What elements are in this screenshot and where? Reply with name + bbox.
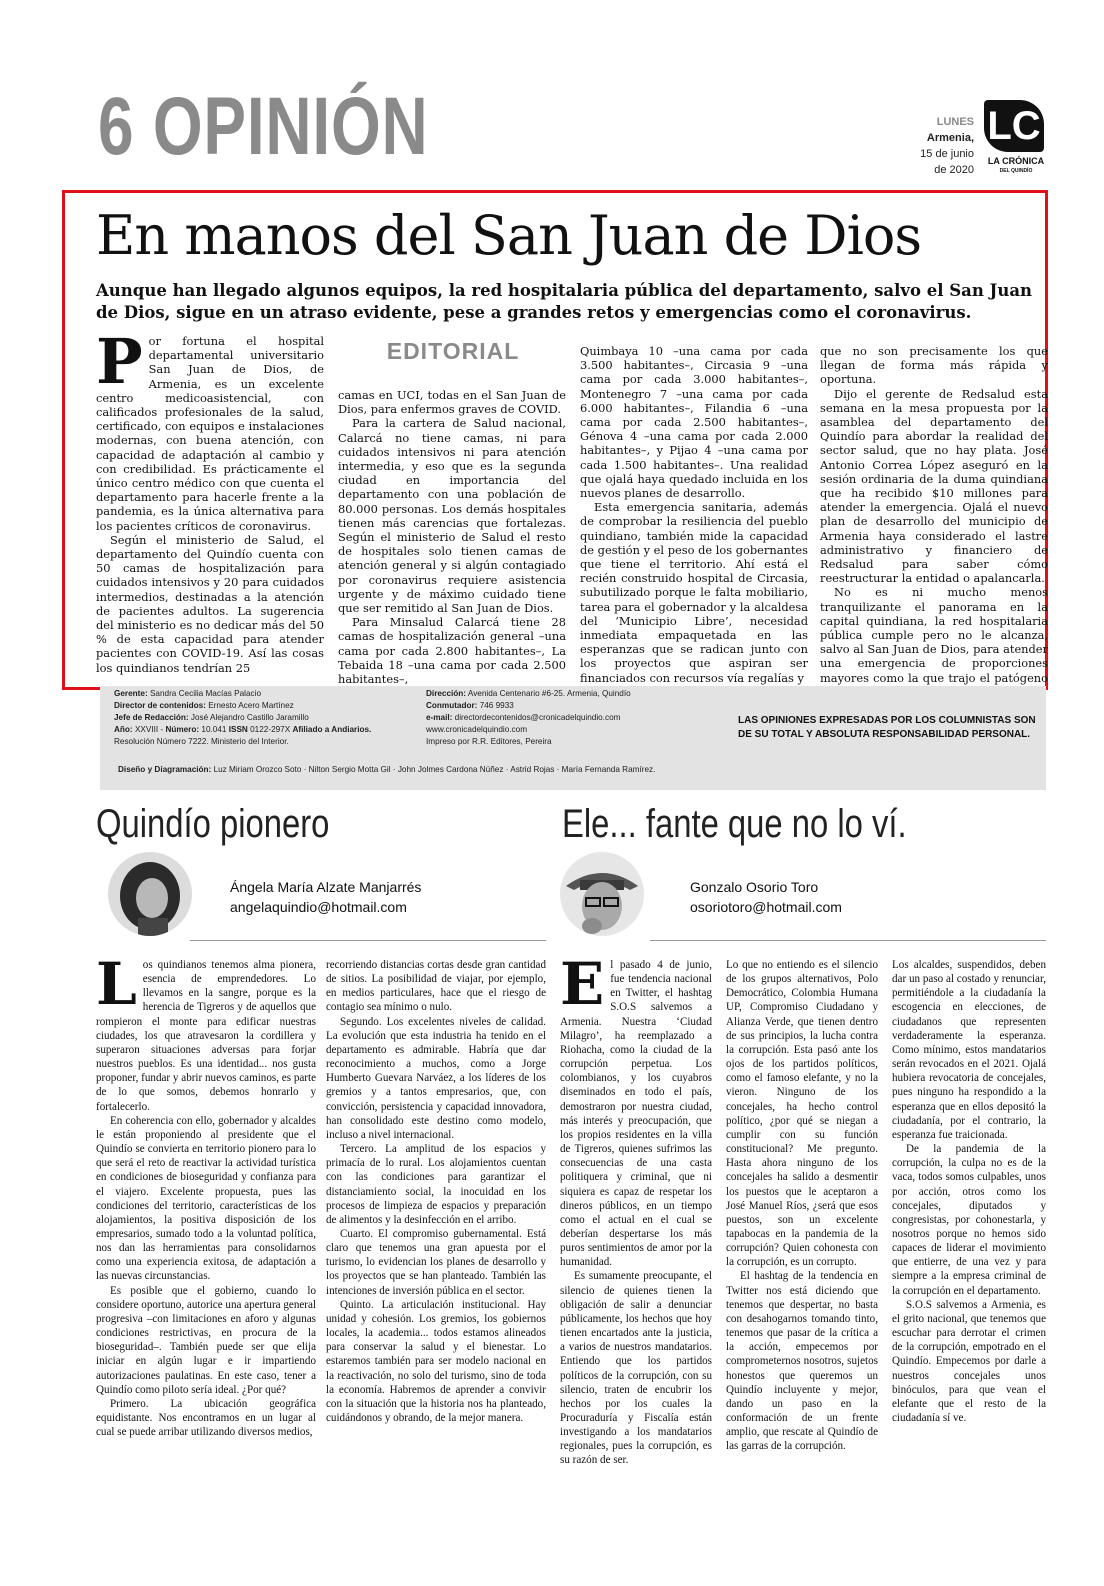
column-paragraph: El hashtag de la tendencia en Twitter nos está diciendo que tenemos que despertar, no basta con desahogarnos tomando tinto, tenemos que pasar de la crítica a la acción, empecemos por comprometernos nosotros, sujetos honestos que queremos un Quindío incluyente y mejor, dando un paso en la conformación de un frente amplio, que rescate al Quindío de las garras de la corrupción. bbox=[726, 1270, 878, 1453]
column-paragraph: os quindianos tenemos alma pionera, esencia de emprendedores. Lo llevamos en la sangre, porque es la herencia de Tigreros y de aquellos que rompieron el monte para edificar nuestras ciudades, los que atravesaron la cordillera y superaron situaciones adversas para forjar nuestros pueblos. Es una identidad... nos gusta proponer, fundar y abrir nuevos caminos, es parte de lo que somos, debemos honrarlo y fortalecerlo. bbox=[96, 959, 316, 1113]
credits-design bbox=[118, 764, 1018, 776]
credit-value: José Alejandro Castillo Jaramillo bbox=[190, 713, 309, 722]
author-photo-icon bbox=[108, 852, 192, 936]
credit-value: XXVIII - bbox=[134, 725, 164, 734]
editorial-paragraph: Según el ministerio de Salud, el departamento del Quindío cuenta con 50 camas de hospitalización para cuidados intensivos y 20 para cuidados intermedios, destinadas a la atención de pacientes adultos. La sugerencia del ministerio es no dedicar más del 50 % de esta capacidad para atender pacientes con COVID-19. Así las cosas los quindianos tendrían 25 bbox=[96, 532, 324, 675]
column-paragraph: Tercero. La amplitud de los espacios y primacía de lo rural. Los alojamientos cuentan con las condiciones para garantizar el distanciamiento social, la inocuidad en los procesos de limpieza de espacios y preparación de alimentos y la desinfección en el arribo. bbox=[326, 1143, 546, 1226]
editorial-dropcap: P bbox=[96, 325, 143, 398]
editorial-column-3 bbox=[580, 344, 808, 685]
editorial-label: EDITORIAL bbox=[386, 338, 520, 364]
credit-label: Director de contenidos: bbox=[114, 701, 206, 710]
author-right-avatar bbox=[560, 852, 644, 936]
editorial-headline: En manos del San Juan de Dios bbox=[96, 204, 922, 267]
editorial-paragraph: que no son precisamente los que llegan de forma más rápida y oportuna. bbox=[820, 344, 1048, 387]
credit-value: 0122-297X bbox=[250, 725, 291, 734]
credit-website-link[interactable]: www.cronicadelquindio.com bbox=[426, 725, 528, 734]
credit-label: Gerente: bbox=[114, 689, 148, 698]
date-block bbox=[900, 114, 974, 178]
column-paragraph: Segundo. Los excelentes niveles de calidad. La evolución que esta industria ha tenido en el departamento es admirable. Habría que dar reconocimiento a muchos, como a Jorge Humberto Guevara Narváez, a los líderes de los gremios y a tantos empresarios, que, con convicción, persistencia y capacidad innovadora, han consolidado este destino como modelo, incluso a nivel internacional. bbox=[326, 1015, 546, 1141]
author-right-name: Gonzalo Osorio Toro bbox=[690, 879, 819, 895]
author-left-name: Ángela María Alzate Manjarrés bbox=[230, 879, 422, 895]
logo-subtitle: DEL QUINDÍO bbox=[999, 168, 1033, 174]
editorial-paragraph: Dijo el gerente de Redsalud esta semana en la mesa propuesta por la asamblea del departamento del Quindío para abordar la realidad del sector salud, que no hay plata. José Antonio Correa López aseguró en la sesión ordinaria de la duma quindiana que ha recibido $10 millones para atender la emergencia. Ojalá el nuevo plan de desarrollo del municipio de Armenia haya considerado el lastre administrativo y financiero de Redsalud para saber cómo reestructurar la entidad o apalancarla. bbox=[820, 386, 1048, 586]
credit-value: Resolución Número 7222. Ministerio del Interior. bbox=[114, 737, 289, 746]
column-right-text-1 bbox=[560, 950, 712, 1468]
credit-label: Dirección: bbox=[426, 689, 467, 698]
author-right-email[interactable]: osoriotoro@hotmail.com bbox=[690, 899, 842, 915]
date-line-2: de 2020 bbox=[934, 164, 974, 176]
credit-email-link[interactable]: directordecontenidos@cronicadelquindio.com bbox=[454, 713, 621, 722]
column-right-divider bbox=[650, 940, 1046, 941]
credit-label: Año: bbox=[114, 725, 133, 734]
credit-label: ISSN bbox=[228, 725, 248, 734]
editorial-column-1 bbox=[96, 325, 324, 675]
date-line-1: 15 de junio bbox=[920, 148, 974, 160]
opinion-disclaimer: LAS OPINIONES EXPRESADAS POR LOS COLUMNISTAS SON DE SU TOTAL Y ABSOLUTA RESPONSABILIDAD PERSONAL. bbox=[738, 715, 1036, 740]
editorial-paragraph: or fortuna el hospital departamental universitario San Juan de Dios, de Armenia, es un excelente centro medicoasistencial, con calificados profesionales de la salud, certificado, con equipos e instalaciones modernas, con buena atención, con capacidad de adaptación al cambio y con credibilidad. Es prácticamente el único centro médico con que cuenta el departamento para hacerle frente a la pandemia, es la única alternativa para los pacientes críticos de coronavirus. bbox=[96, 334, 324, 533]
author-photo-icon bbox=[560, 852, 644, 936]
column-paragraph: Es sumamente preocupante, el silencio de quienes tienen la obligación de salir a denunciar públicamente, los hechos que hoy tienen encartados ante la justicia, a varios de nuestros mandatarios. Entiendo que los partidos políticos de la corrupción, con su silencio, traten de encubrir los hechos por los cuales la Procuraduría y Fiscalía están investigando a los mandatarios regionales, pues la corrupción, es su razón de ser. bbox=[560, 1270, 712, 1467]
editorial-paragraph: No es ni mucho menos tranquilizante el panorama en la capital quindiana, la red hospitalaria pública cumple pero no le alcanza, salvo al San Juan de Dios, para atender una emergencia de proporciones mayores como la que trajo el patógeno bbox=[820, 585, 1048, 685]
credit-value: 746 9933 bbox=[479, 701, 514, 710]
credit-label: Número: bbox=[165, 725, 200, 734]
column-left-text-1 bbox=[96, 950, 316, 1439]
column-right-text-2 bbox=[726, 958, 878, 1453]
credit-label: Jefe de Redacción: bbox=[114, 713, 189, 722]
column-paragraph: De la pandemia de la corrupción, la culpa no es de la vaca, todos somos culpables, unos por acción, otros como los concejales, diputados y congresistas, por cohonestarla, y nosotros porque no hemos sido capaces de liderar el movimiento que entierre, de una vez y para siempre a la empresa criminal de la corrupción en el departamento. bbox=[892, 1143, 1046, 1297]
credits-left bbox=[114, 688, 414, 748]
column-left-divider bbox=[190, 940, 546, 941]
column-right-title: Ele... fante que no lo ví. bbox=[562, 802, 907, 846]
column-paragraph: recorriendo distancias cortas desde gran cantidad de sitios. La posibilidad de viajar, por ejemplo, en medios particulares, hace que el riesgo de contagio sea mínimo o nulo. bbox=[326, 959, 546, 1014]
editorial-column-2 bbox=[338, 388, 566, 686]
column-paragraph: Lo que no entiendo es el silencio de los grupos alternativos, Polo Democrático, Colombia Humana UP, Compromiso Ciudadano y Alianza Verde, que tienen dentro de sus principios, la lucha contra la corrupción. Esta pasó ante los ojos de los partidos políticos, como el famoso elefante, y no la vieron. Ninguno de los concejales, ha hecho control político, ¿por qué se niegan a cumplir con su función constitucional? Me pregunto. Hasta ahora ninguno de los concejales ha salido a desmentir los puestos que le aceptaron a José Manuel Ríos, ¿será que esos puestos, son un excelente tapabocas en la pandemia de la corrupción? Quien cohonesta con la corrupción, es un corrupto. bbox=[726, 959, 878, 1269]
editorial-deck: Aunque han llegado algunos equipos, la red hospitalaria pública del departamento, salvo el San Juan de Dios, sigue en un atraso evidente, pese a grandes retos y emergencias como el coronavirus. bbox=[96, 281, 1033, 322]
credit-label: e-mail: bbox=[426, 713, 453, 722]
column-left-title: Quindío pionero bbox=[96, 802, 330, 846]
credits-panel bbox=[100, 686, 1046, 790]
credit-value: 10.041 bbox=[201, 725, 227, 734]
credit-value: Ernesto Acero Martínez bbox=[208, 701, 294, 710]
weekday: LUNES bbox=[936, 116, 974, 128]
credit-label: Diseño y Diagramación: bbox=[118, 765, 212, 774]
column-paragraph: Los alcaldes, suspendidos, deben dar un paso al costado y renunciar, permitiéndole a la ciudadanía la escogencia en elecciones, de ciudadanos que representen verdaderamente la esperanza. Como mínimo, estos mandatarios serán revocados en el 2021. Ojalá hubiera revocatoria de concejales, pues ninguno ha respondido a la esperanza que en ellos depositó la ciudadanía, por el contrario, la esperanza fue traicionada. bbox=[892, 959, 1046, 1141]
author-left-email[interactable]: angelaquindio@hotmail.com bbox=[230, 899, 407, 915]
credit-label: Conmutador: bbox=[426, 701, 478, 710]
credit-value: Avenida Centenario #6-25. Armenia, Quindío bbox=[467, 689, 631, 698]
newspaper-logo: LC bbox=[984, 100, 1044, 152]
column-paragraph: En coherencia con ello, gobernador y alcaldes le están proponiendo al presidente que el Quindío se convierta en territorio pionero para lo que será el reto de reactivar la actividad turística en condiciones de bioseguridad y confianza para el viajero. Excelente propuesta, pues las condiciones del territorio, características de los alojamientos, la positiva disposición de los empresarios, sumado todo a la voluntad política, nos dan las herramientas para consolidarnos como una experiencia exitosa, de adaptación a las nuevas circunstancias. bbox=[96, 1114, 316, 1283]
credits-right bbox=[426, 688, 726, 748]
logo-name-text: LA CRÓNICA bbox=[987, 156, 1045, 166]
editorial-paragraph: Para Minsalud Calarcá tiene 28 camas de hospitalización general –una cama por cada 2.800 habitantes–, La Tebaida 18 –una cama por cada 2.500 habitantes–, bbox=[338, 615, 566, 687]
editorial-paragraph: Para la cartera de Salud nacional, Calarcá no tiene camas, ni para cuidados intensivos ni para atención intermedia, y eso que es la segunda ciudad en importancia del departamento con una población de 80.000 personas. Los demás hospitales tienen más carencias que fortalezas. Según el ministerio de Salud el resto de hospitales solo tienen camas de atención general y si algún contagiado por coronavirus requiere asistencia urgente y de máximo cuidado tiene que ser remitido al San Juan de Dios. bbox=[338, 416, 566, 616]
editorial-paragraph: Quimbaya 10 –una cama por cada 3.500 habitantes–, Circasia 9 –una cama por cada 3.000 habitantes–, Montenegro 7 –una cama por cada 6.000 habitantes–, Filandia 6 –una cama por cada 2.500 habitantes–, Génova 4 –una cama por cada 2.000 habitantes–, y Pijao 4 –una cama por cada 1.500 habitantes–. Una realidad que ojalá haya quedado incluida en los nuevos planes de desarrollo. bbox=[580, 344, 808, 501]
city: Armenia, bbox=[926, 132, 974, 144]
credit-value: Impreso por R.R. Editores, Pereira bbox=[426, 737, 552, 746]
column-paragraph: Quinto. La articulación institucional. Hay unidad y cohesión. Los gremios, los gobiernos locales, la academia... todos estamos alineados para conservar la salud y el bienestar. Lo estaremos también para ser modelo nacional en la reactivación, no solo del turismo, sino de toda la economía. Habremos de aprender a convivir con la situación que la historia nos ha planteado, cuidándonos y obrando, de la mejor manera. bbox=[326, 1298, 546, 1424]
column-paragraph: S.O.S salvemos a Armenia, es el grito nacional, que tenemos que escuchar para derrotar el crimen de la corrupción, empotrado en el Quindío. Empecemos por darle a nuestros concejales unos binóculos, para que vean el elefante que el resto de la ciudadanía sí ve. bbox=[892, 1298, 1046, 1424]
editorial-column-4 bbox=[820, 344, 1048, 699]
credit-value: Afiliado a Andiarios. bbox=[292, 725, 372, 734]
editorial-paragraph: camas en UCI, todas en el San Juan de Dios, para enfermos graves de COVID. bbox=[338, 388, 566, 417]
column-right-dropcap: E bbox=[560, 950, 605, 1018]
column-paragraph: Es posible que el gobierno, cuando lo considere oportuno, autorice una apertura general progresiva –con limitaciones en aforo y algunas condiciones restrictivas, en procura de la bioseguridad–. También puede ser que elija iniciar en algún lugar e ir impartiendo autorizaciones paulatinas. En este caso, tener a Quindío como piloto sería ideal. ¿Por qué? bbox=[96, 1284, 316, 1396]
section-title: 6 OPINIÓN bbox=[98, 81, 429, 172]
column-paragraph: Cuarto. El compromiso gubernamental. Está claro que tenemos una gran apuesta por el turismo, lo evidencian los planes de desarrollo y los proyectos que se han planteado. También las intenciones de inversión pública en el sector. bbox=[326, 1227, 546, 1297]
author-left-avatar bbox=[108, 852, 192, 936]
column-left-dropcap: L bbox=[96, 950, 137, 1018]
column-left-text-2 bbox=[326, 958, 546, 1425]
credit-value: Luz Miriam Orozco Soto · Nilton Sergio Motta Gil · John Jolmes Cardona Núñez · Astrid Rojas · María Fernanda Ramírez. bbox=[213, 765, 656, 774]
column-paragraph: l pasado 4 de junio, fue tendencia nacional en Twitter, el hashtag S.O.S salvemos a Armenia. Nuestra ‘Ciudad Milagro’, ha reemplazado a Riohacha, como la ciudad de la corrupción perpetua. Los colombianos, y los cuyabros diseminados en todo el país, demostraron por nuestra ciudad, más interés y preocupación, que los propios residentes en la villa de Tigreros, quienes sufrimos las consecuencias de una casta politiquera y criminal, que ni siquiera es capaz de respetar los dineros públicos, en un tiempo como el actual en el cual se deberían despertarse los más puros sentimientos de amor por la humanidad. bbox=[560, 959, 712, 1269]
column-paragraph: Primero. La ubicación geográfica equidistante. Nos encontramos en un lugar al cual se puede arribar utilizando diversos medios, bbox=[96, 1397, 316, 1439]
newspaper-name bbox=[978, 156, 1054, 176]
credit-value: Sandra Cecilia Macías Palacio bbox=[149, 689, 261, 698]
column-right-text-3 bbox=[892, 958, 1046, 1425]
editorial-paragraph: Esta emergencia sanitaria, además de comprobar la resiliencia del pueblo quindiano, también mide la capacidad de gestión y el peso de los gobernantes que tiene el territorio. Ahí está el recién construido hospital de Circasia, subutilizado porque le falta mobiliario, tarea para el gobernador y la alcaldesa del ‘Municipio Libre’, necesidad inmediata empaquetada en las esperanzas que se radican junto con los proyectos que aspiran ser financiados con recursos vía regalías y bbox=[580, 500, 808, 685]
